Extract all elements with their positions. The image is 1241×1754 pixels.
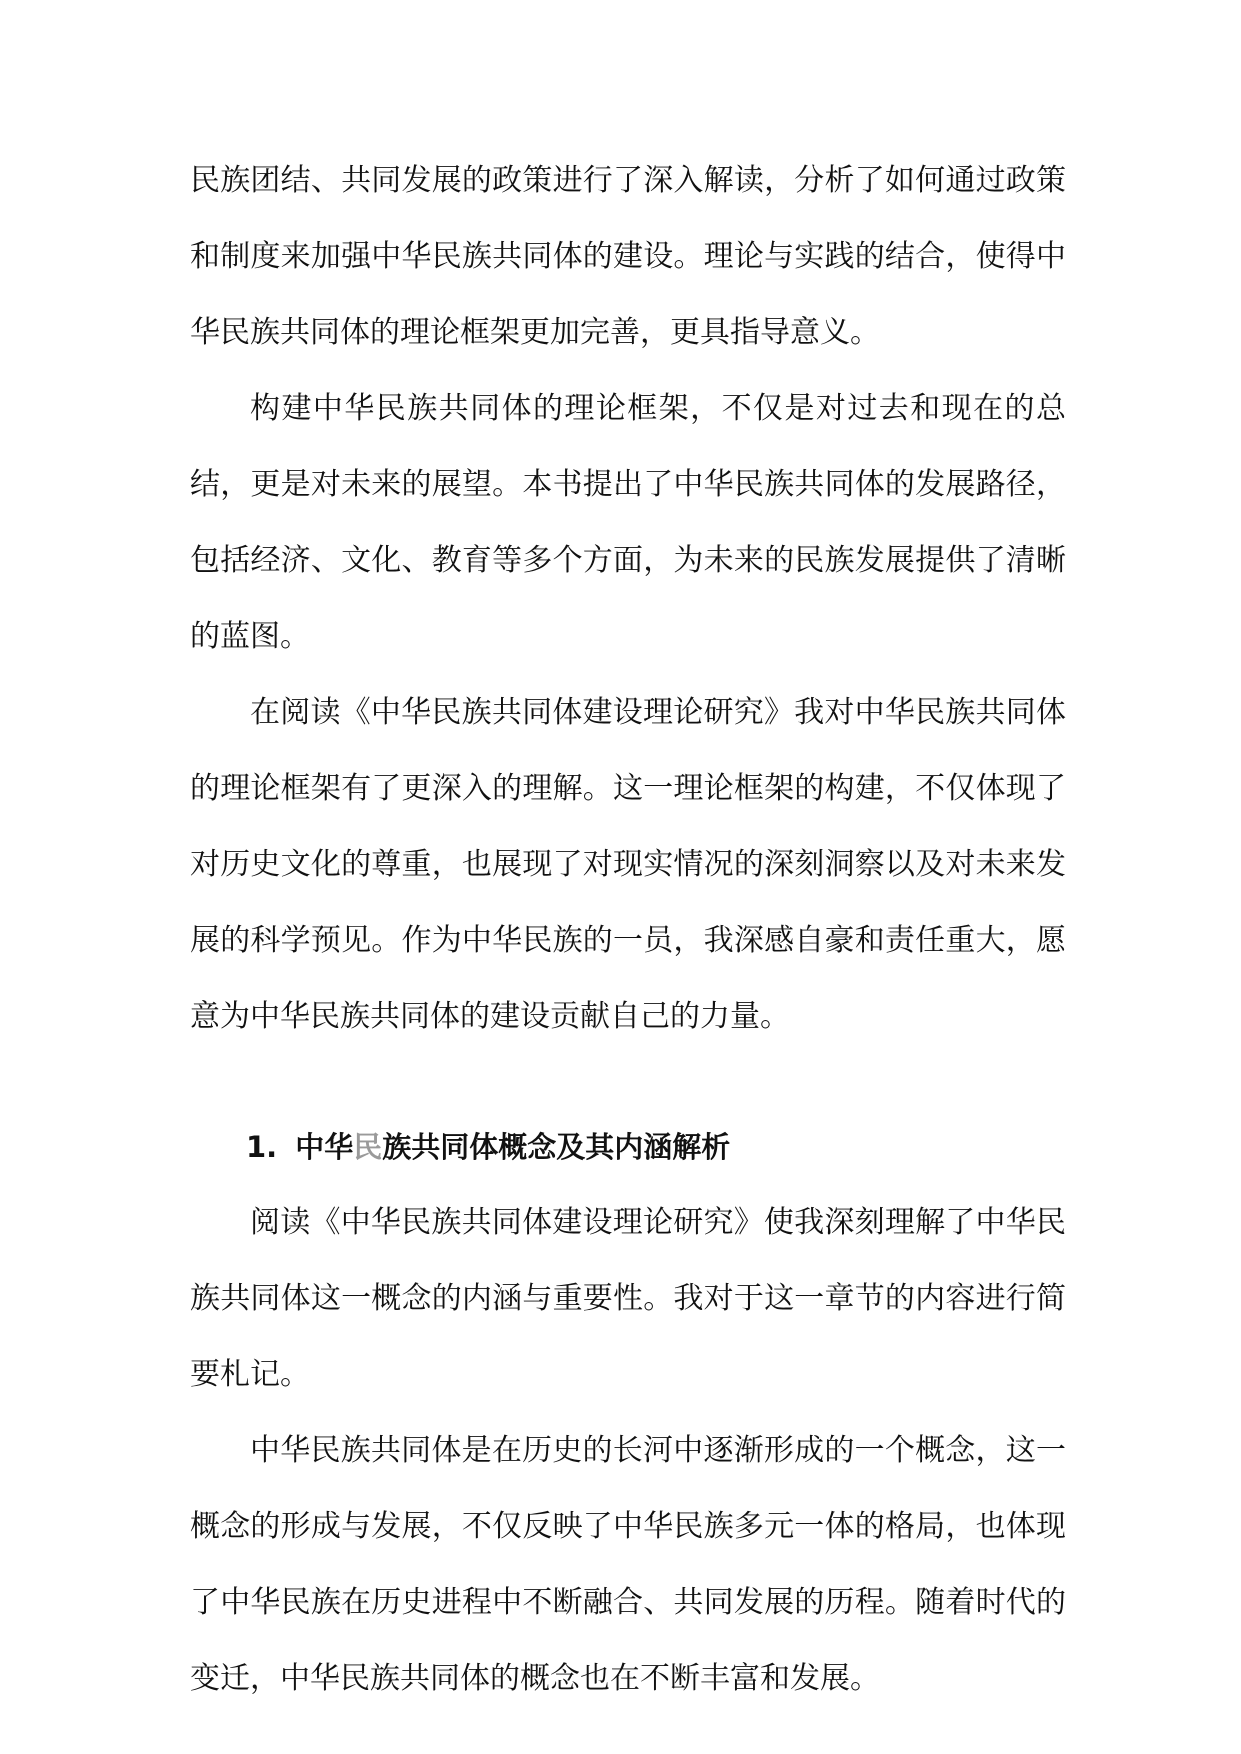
section-number: 1. bbox=[246, 1130, 278, 1164]
paragraph: 民族团结、共同发展的政策进行了深入解读，分析了如何通过政策和制度来加强中华民族共同体的建设。理论与实践的结合，使得中华民族共同体的理论框架更加完善，更具指导意义。 bbox=[190, 163, 1066, 350]
section-heading bbox=[190, 1109, 1066, 1185]
section-title-part: 族共同体概念及其内涵解析 bbox=[382, 1130, 731, 1164]
paragraph: 中华民族共同体是在历史的长河中逐渐形成的一个概念，这一概念的形成与发展，不仅反映了中华民族多元一体的格局，也体现了中华民族在历史进程中不断融合、共同发展的历程。随着时代的变迁，中华民族共同体的概念也在不断丰富和发展。 bbox=[190, 1433, 1066, 1696]
section-title-faded-char: 民 bbox=[353, 1130, 383, 1164]
section-title-part: 中华 bbox=[295, 1130, 354, 1164]
paragraph: 阅读《中华民族共同体建设理论研究》使我深刻理解了中华民族共同体这一概念的内涵与重要性。我对于这一章节的内容进行简要札记。 bbox=[190, 1205, 1066, 1392]
document-body bbox=[190, 143, 1066, 1717]
paragraph: 构建中华民族共同体的理论框架，不仅是对过去和现在的总结，更是对未来的展望。本书提出了中华民族共同体的发展路径，包括经济、文化、教育等多个方面，为未来的民族发展提供了清晰的蓝图。 bbox=[190, 391, 1066, 654]
paragraph: 在阅读《中华民族共同体建设理论研究》我对中华民族共同体的理论框架有了更深入的理解。这一理论框架的构建，不仅体现了对历史文化的尊重，也展现了对现实情况的深刻洞察以及对未来发展的科学预见。作为中华民族的一员，我深感自豪和责任重大，愿意为中华民族共同体的建设贡献自己的力量。 bbox=[190, 695, 1066, 1034]
